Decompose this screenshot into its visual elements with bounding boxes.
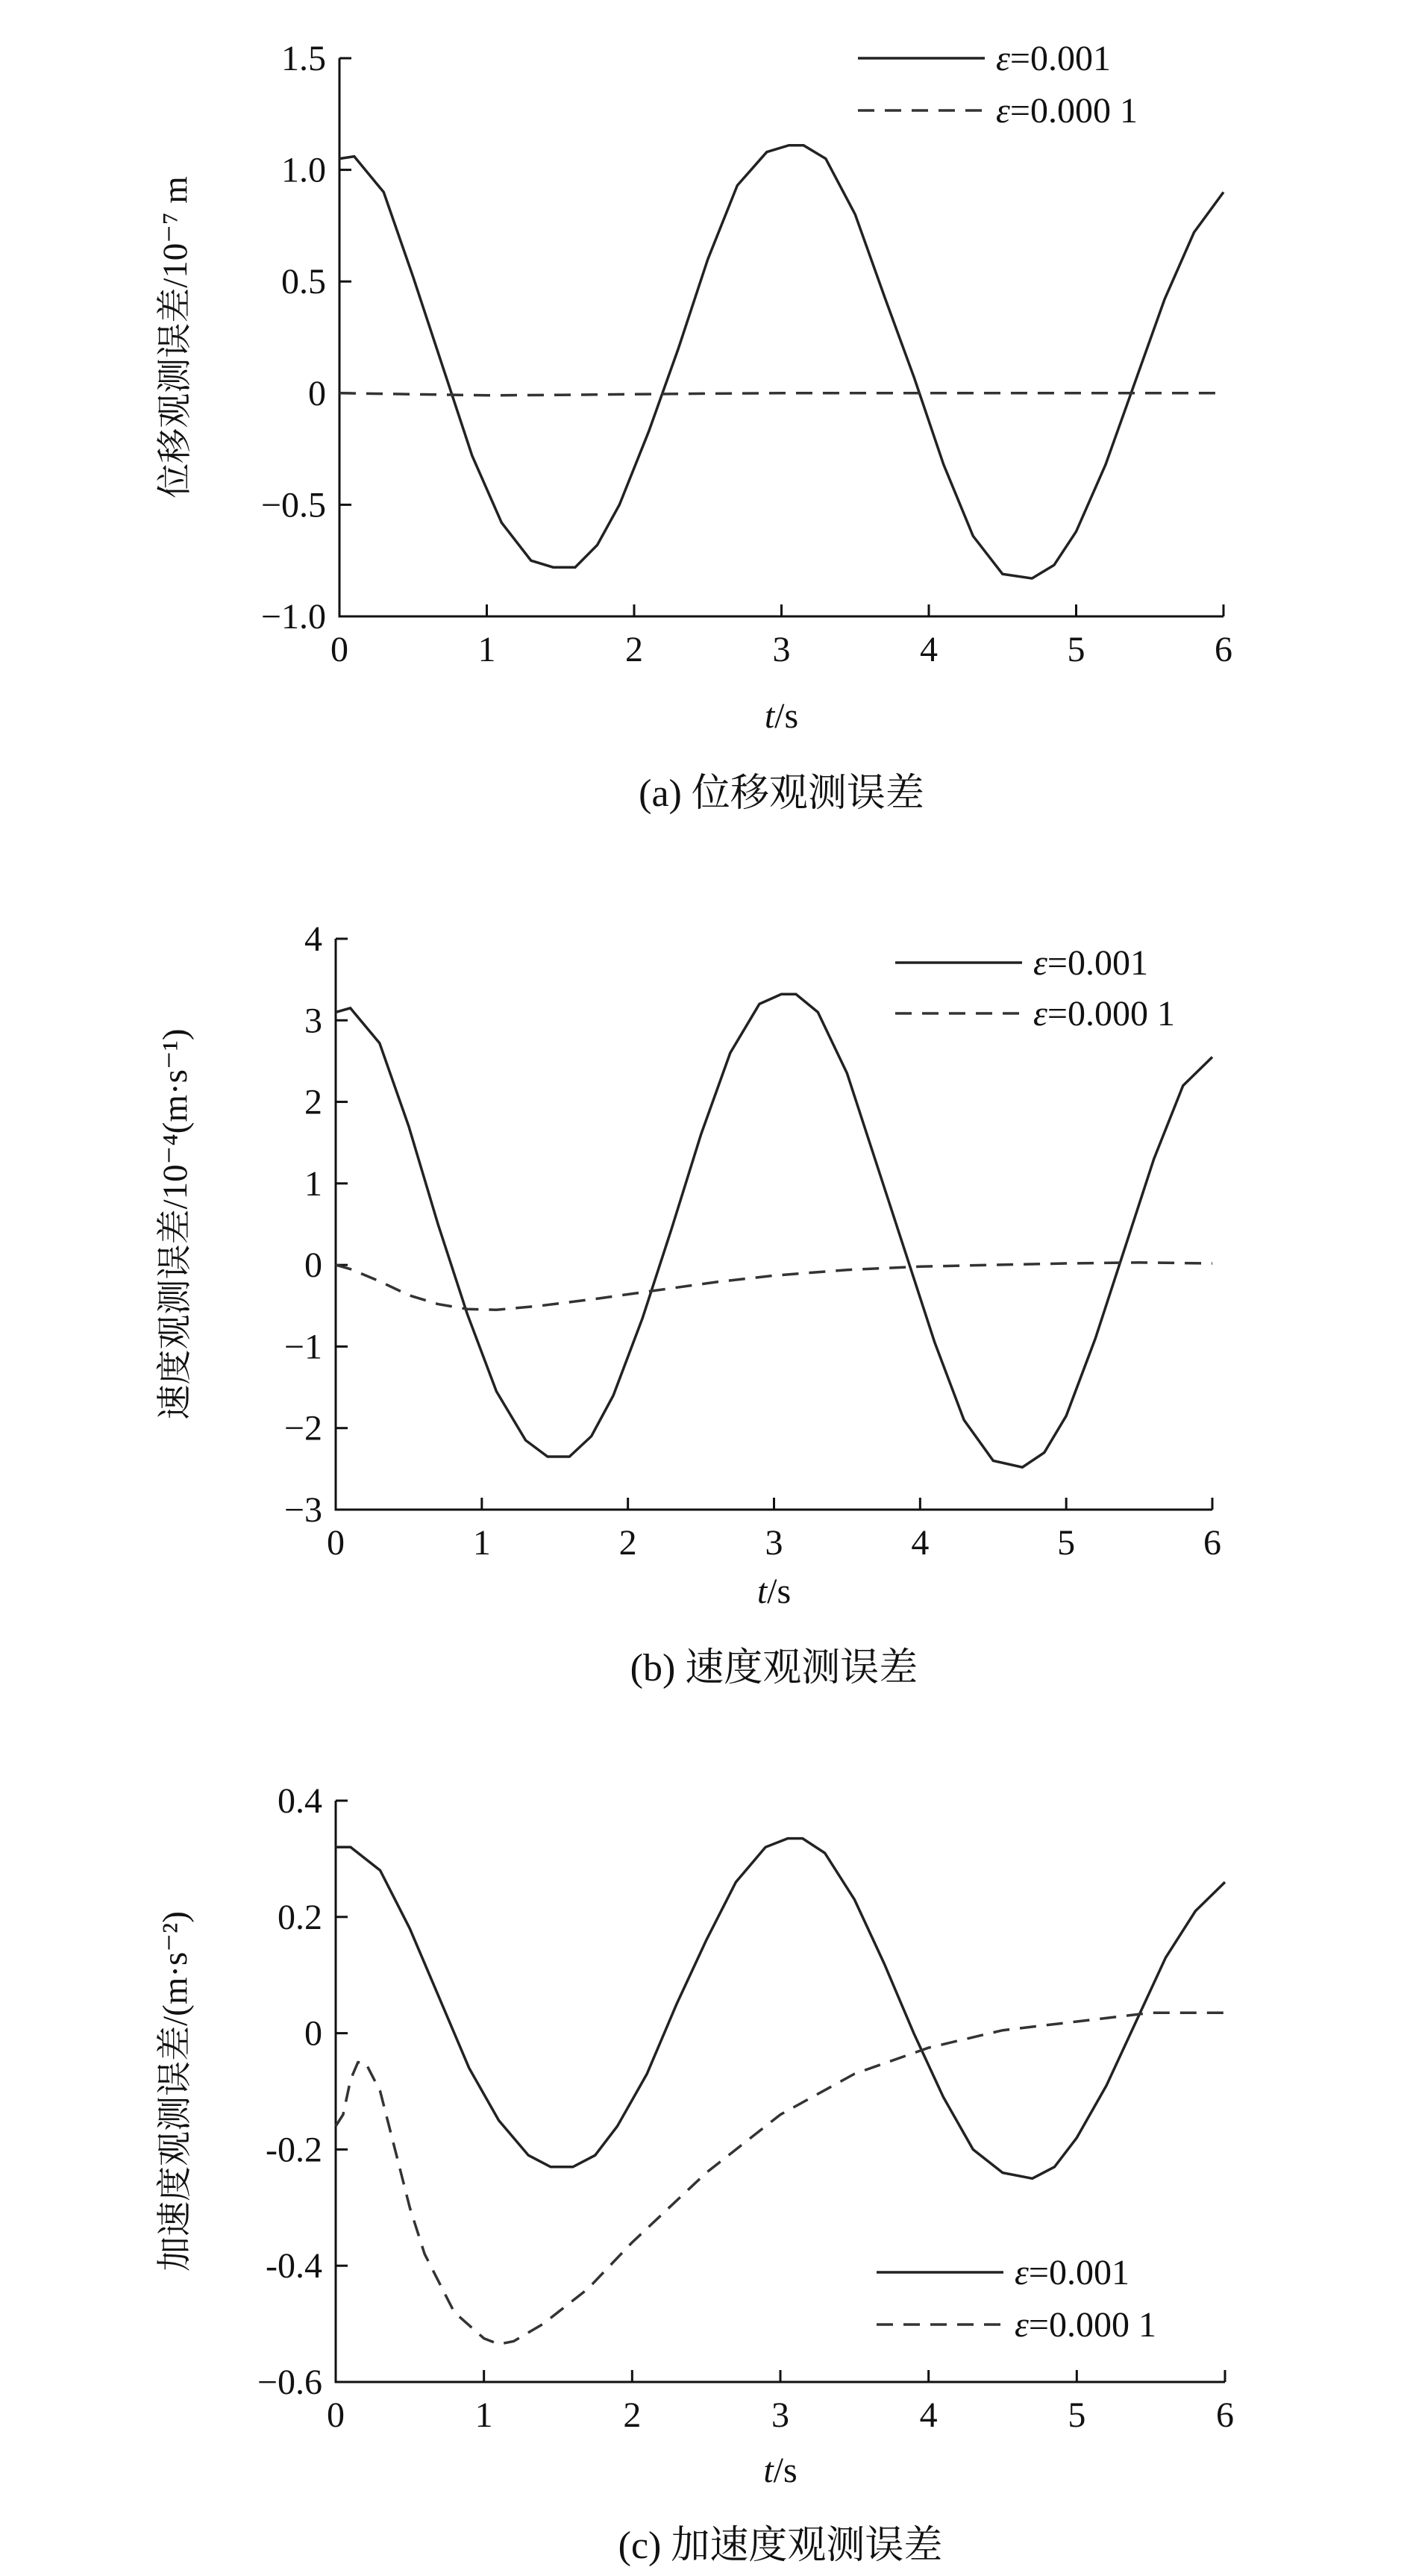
x-tick-label: 6 — [1215, 630, 1232, 669]
series-line-eps-0.001 — [336, 1839, 1225, 2179]
legend-label: ε=0.000 1 — [1033, 994, 1175, 1034]
x-tick-label: 2 — [618, 1523, 637, 1563]
panel-a-displacement — [156, 39, 1232, 815]
x-tick-label: 1 — [474, 2395, 493, 2435]
series-line-eps-0.0001 — [336, 1263, 1212, 1310]
x-tick-label: 6 — [1203, 1523, 1221, 1563]
x-tick-label: 0 — [327, 2395, 345, 2435]
x-tick-label: 3 — [772, 630, 791, 669]
x-tick-label: 1 — [477, 630, 496, 669]
legend-label: ε=0.001 — [1033, 943, 1148, 983]
series-line-eps-0.0001 — [339, 393, 1223, 396]
panel-b-velocity — [156, 919, 1221, 1689]
x-tick-label: 1 — [472, 1523, 491, 1563]
y-axis-label: 位移观测误差/10⁻⁷ m — [156, 176, 195, 498]
x-tick-label: 4 — [919, 2395, 938, 2435]
y-axis-label: 速度观测误差/10⁻⁴(m·s⁻¹) — [156, 1028, 195, 1420]
x-tick-label: 3 — [765, 1523, 783, 1563]
x-axis-label: t/s — [764, 696, 799, 736]
y-tick-label: 0.4 — [278, 1781, 322, 1821]
y-tick-label: -0.2 — [266, 2130, 322, 2170]
x-tick-label: 4 — [920, 630, 938, 669]
y-tick-label: −1 — [283, 1327, 322, 1367]
panel-caption: (b) 速度观测误差 — [630, 1647, 918, 1689]
y-tick-label: 4 — [304, 919, 322, 959]
y-tick-label: 1.0 — [281, 150, 326, 190]
x-tick-label: 3 — [771, 2395, 789, 2435]
series-line-eps-0.001 — [336, 994, 1212, 1467]
y-tick-label: −3 — [283, 1490, 322, 1530]
x-tick-label: 0 — [327, 1523, 345, 1563]
x-tick-label: 6 — [1216, 2395, 1234, 2435]
axes-frame — [336, 1801, 1225, 2382]
y-tick-label: 1.5 — [281, 39, 326, 78]
legend-label: ε=0.000 1 — [996, 91, 1138, 131]
x-tick-label: 2 — [623, 2395, 642, 2435]
x-tick-label: 5 — [1068, 2395, 1086, 2435]
legend-label: ε=0.001 — [996, 39, 1111, 78]
x-tick-label: 5 — [1067, 630, 1085, 669]
y-tick-label: 1 — [304, 1163, 322, 1204]
y-tick-label: -0.4 — [266, 2246, 322, 2286]
y-tick-label: 3 — [304, 1001, 322, 1041]
y-tick-label: 0 — [304, 2013, 322, 2054]
series-line-eps-0.001 — [339, 146, 1223, 578]
y-tick-label: −2 — [283, 1408, 322, 1448]
y-tick-label: 0 — [304, 1245, 322, 1286]
x-tick-label: 0 — [330, 630, 348, 669]
legend-label: ε=0.000 1 — [1015, 2305, 1156, 2345]
panel-caption: (c) 加速度观测误差 — [618, 2525, 943, 2567]
x-tick-label: 5 — [1057, 1523, 1076, 1563]
x-axis-label: t/s — [763, 2451, 798, 2490]
x-axis-label: t/s — [756, 1572, 792, 1611]
y-axis-label: 加速度观测误差/(m·s⁻²) — [156, 1911, 195, 2272]
y-tick-label: −0.6 — [257, 2363, 322, 2402]
y-tick-label: −0.5 — [260, 485, 326, 525]
y-tick-label: 0.2 — [278, 1897, 322, 1937]
axes-frame — [339, 58, 1223, 616]
panel-c-acceleration — [156, 1781, 1234, 2567]
x-tick-label: 4 — [911, 1523, 930, 1563]
series-line-eps-0.0001 — [336, 2013, 1225, 2344]
panel-caption: (a) 位移观测误差 — [639, 772, 924, 815]
legend-label: ε=0.001 — [1015, 2253, 1129, 2292]
y-tick-label: −1.0 — [260, 597, 326, 637]
y-tick-label: 0.5 — [281, 262, 326, 302]
x-tick-label: 2 — [625, 630, 643, 669]
y-tick-label: 0 — [308, 373, 326, 413]
y-tick-label: 2 — [304, 1082, 322, 1122]
